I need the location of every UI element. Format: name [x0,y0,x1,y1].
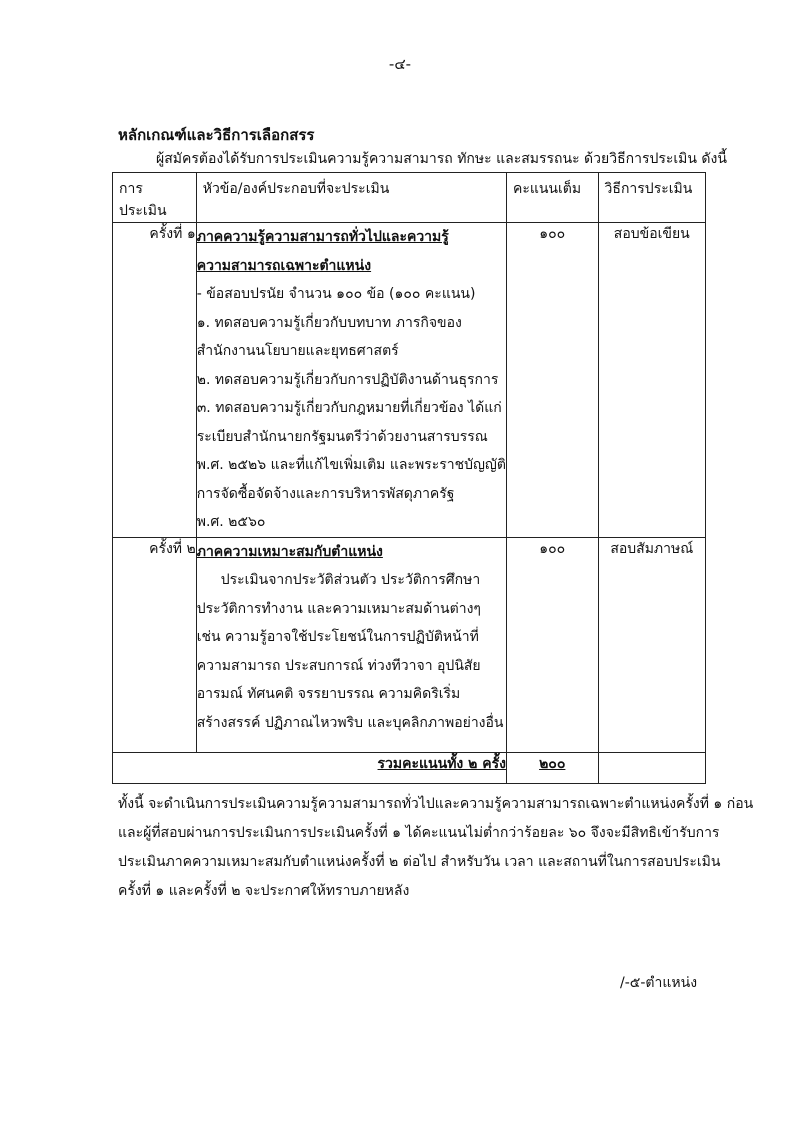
note-line: ประเมินภาคความเหมาะสมกับตำแหน่งครั้งที่ ๒ ต่อไป สำหรับวัน เวลา และสถานที่ในการสอบประเมิน [118,854,721,870]
criteria-table [112,172,706,784]
table-row [113,223,706,538]
topic-line: สร้างสรรค์ ปฏิภาณไหวพริบ และบุคลิกภาพอย่างอื่น [196,714,504,731]
note-line: และผู้ที่สอบผ่านการประเมินการประเมินครั้งที่ ๑ ได้คะแนนไม่ต่ำกว่าร้อยละ ๖๐ จึงจะมีสิทธิเข้ารับการ [118,825,720,841]
table-header-row [113,173,706,223]
topic-line: การจัดซื้อจัดจ้างและการบริหารพัสดุภาครัฐ [196,485,455,502]
topic-line: ๒. ทดสอบความรู้เกี่ยวกับการปฏิบัติงานด้านธุรการ [196,371,499,388]
table-row [113,537,706,752]
note-paragraph [118,790,754,906]
header-score: คะแนนเต็ม [506,173,598,223]
continuation-footer: /-๕-ตำแหน่ง [620,975,698,991]
note-line: ครั้งที่ ๑ และครั้งที่ ๒ จะประกาศให้ทราบภายหลัง [118,883,410,899]
section-title: หลักเกณฑ์และวิธีการเลือกสรร [118,126,315,144]
score-cell: ๑๐๐ [506,223,598,538]
topic-line: ประเมินจากประวัติส่วนตัว ประวัติการศึกษา [220,572,481,588]
topic-heading: ความสามารถเฉพาะตำแหน่ง [196,257,372,274]
topic-heading: ภาคความเหมาะสมกับตำแหน่ง [196,543,383,560]
round-cell: ครั้งที่ ๑ [113,223,197,538]
topic-line: ๑. ทดสอบความรู้เกี่ยวกับบทบาท ภารกิจของ [196,314,462,331]
score-cell: ๑๐๐ [506,537,598,752]
header-topic: หัวข้อ/องค์ประกอบที่จะประเมิน [196,173,506,223]
topic-line: อารมณ์ ทัศนคติ จรรยาบรรณ ความคิดริเริ่ม [196,686,461,702]
method-cell: สอบสัมภาษณ์ [598,537,705,752]
topic-line: เช่น ความรู้อาจใช้ประโยชน์ในการปฏิบัติหน้าที่ [196,629,479,645]
header-round: การประเมิน [113,173,197,223]
page-number: -๔- [388,55,412,73]
topic-heading: ภาคความรู้ความสามารถทั่วไปและความรู้ [196,229,449,245]
topic-line: ประวัติการทำงาน และความเหมาะสมด้านต่างๆ [196,600,481,617]
total-empty-cell [598,752,705,783]
topic-line: ๓. ทดสอบความรู้เกี่ยวกับกฎหมายที่เกี่ยวข้อง ได้แก่ [196,400,502,416]
topic-cell [196,537,506,752]
topic-line: ความสามารถ ประสบการณ์ ท่วงทีวาจา อุปนิสัย [196,657,481,674]
method-cell: สอบข้อเขียน [598,223,705,538]
topic-line: สำนักงานนโยบายและยุทธศาสตร์ [196,343,399,359]
total-value: ๒๐๐ [506,752,598,783]
topic-cell [196,223,506,538]
topic-line: ระเบียบสำนักนายกรัฐมนตรีว่าด้วยงานสารบรรณ [196,428,488,445]
total-label: รวมคะแนนทั้ง ๒ ครั้ง [113,752,507,783]
topic-line: พ.ศ. ๒๕๖๐ [196,514,266,530]
header-method: วิธีการประเมิน [598,173,705,223]
round-cell: ครั้งที่ ๒ [113,537,197,752]
intro-text: ผู้สมัครต้องได้รับการประเมินความรู้ความสามารถ ทักษะ และสมรรถนะ ด้วยวิธีการประเมิน ดังนี้ [156,151,727,167]
topic-line: พ.ศ. ๒๕๒๖ และที่แก้ไขเพิ่มเติม และพระราชบัญญัติ [196,457,506,473]
note-line: ทั้งนี้ จะดำเนินการประเมินความรู้ความสามารถทั่วไปและความรู้ความสามารถเฉพาะตำแหน่งครั้งที่ ๑ ก่อน [118,796,754,812]
total-row [113,752,706,783]
topic-line: - ข้อสอบปรนัย จำนวน ๑๐๐ ข้อ (๑๐๐ คะแนน) [196,286,476,302]
